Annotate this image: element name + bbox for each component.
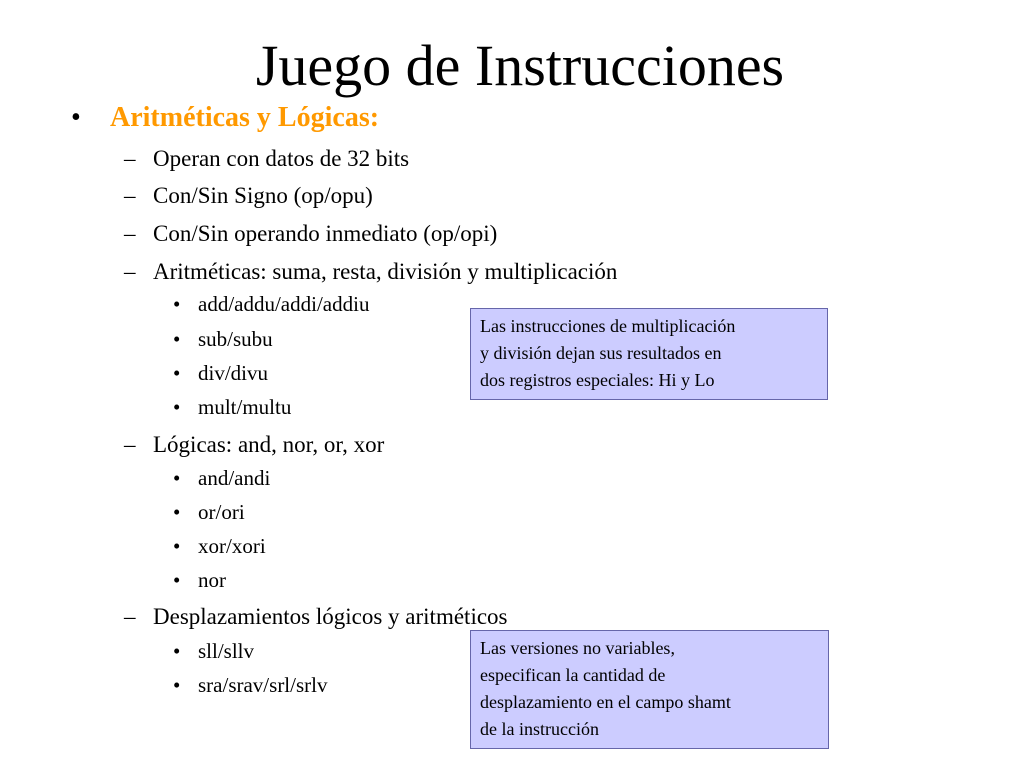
dash-bullet: –	[124, 259, 136, 284]
dot-bullet: •	[173, 534, 181, 558]
heading-bullet: •	[71, 102, 81, 133]
list-item-logicas: Lógicas: and, nor, or, xor	[153, 432, 385, 457]
list-item-inmediato: Con/Sin operando inmediato (op/opi)	[153, 221, 498, 246]
list-item-datos: Operan con datos de 32 bits	[153, 146, 410, 171]
list-item-signo: Con/Sin Signo (op/opu)	[153, 183, 373, 208]
section-heading: Aritméticas y Lógicas:	[110, 102, 380, 133]
dot-bullet: •	[173, 395, 181, 419]
dot-bullet: •	[173, 327, 181, 351]
dash-bullet: –	[124, 604, 136, 629]
list-item-sll: sll/sllv	[198, 639, 255, 663]
list-item-or: or/ori	[198, 500, 245, 524]
note-line: y división dejan sus resultados en	[480, 343, 722, 363]
dot-bullet: •	[173, 292, 181, 316]
note-line: de la instrucción	[480, 719, 599, 739]
dash-bullet: –	[124, 432, 136, 457]
list-item-div: div/divu	[198, 361, 269, 385]
list-item-sub: sub/subu	[198, 327, 273, 351]
list-item-add: add/addu/addi/addiu	[198, 292, 370, 316]
list-item-xor: xor/xori	[198, 534, 266, 558]
list-item-and: and/andi	[198, 466, 271, 490]
dash-bullet: –	[124, 221, 136, 246]
list-item-nor: nor	[198, 568, 226, 592]
list-item-mult: mult/multu	[198, 395, 292, 419]
note-shift	[470, 630, 829, 749]
note-line: Las instrucciones de multiplicación	[480, 316, 736, 336]
note-line: Las versiones no variables,	[480, 638, 675, 658]
dash-bullet: –	[124, 146, 136, 171]
list-item-aritmeticas: Aritméticas: suma, resta, división y multiplicación	[153, 259, 618, 284]
slide-title: Juego de Instrucciones	[255, 33, 785, 98]
note-multiplication	[470, 308, 828, 400]
note-line: especifican la cantidad de	[480, 665, 666, 685]
note-line: dos registros especiales: Hi y Lo	[480, 370, 715, 390]
dot-bullet: •	[173, 568, 181, 592]
dot-bullet: •	[173, 500, 181, 524]
dot-bullet: •	[173, 361, 181, 385]
dot-bullet: •	[173, 673, 181, 697]
list-item-desplazamientos: Desplazamientos lógicos y aritméticos	[153, 604, 508, 629]
dot-bullet: •	[173, 639, 181, 663]
dot-bullet: •	[173, 466, 181, 490]
dash-bullet: –	[124, 183, 136, 208]
list-item-sra: sra/srav/srl/srlv	[198, 673, 328, 697]
note-line: desplazamiento en el campo shamt	[480, 692, 731, 712]
